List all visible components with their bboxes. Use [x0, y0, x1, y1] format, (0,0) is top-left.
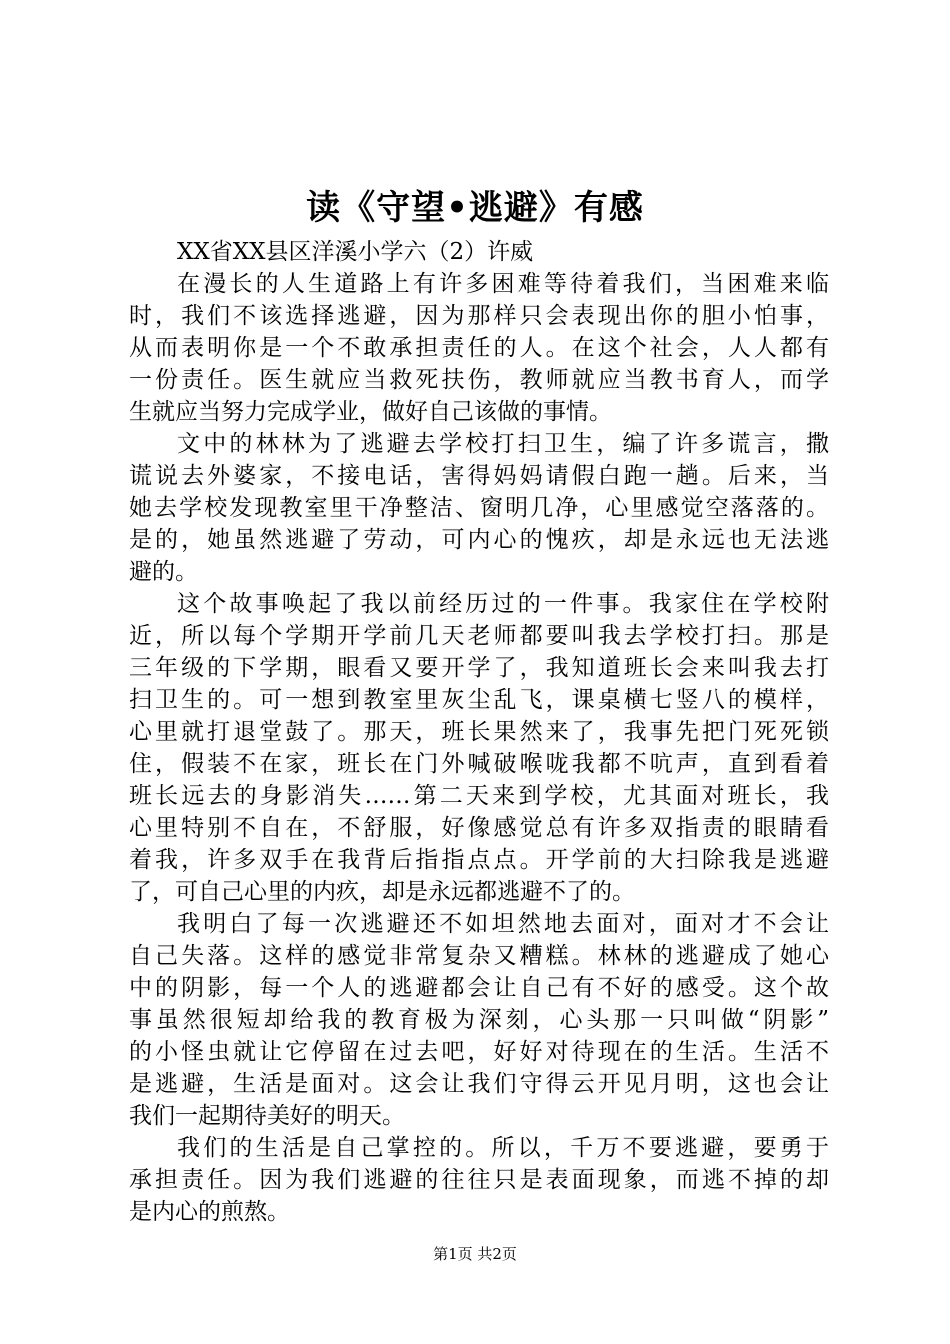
paragraph-line: 谎说去外婆家，不接电话，害得妈妈请假白跑一趟。后来，当 [129, 463, 829, 489]
paragraph-line: 文中的林林为了逃避去学校打扫卫生，编了许多谎言，撒 [177, 431, 829, 457]
paragraph-line: 的小怪虫就让它停留在过去吧，好好对待现在的生活。生活不 [129, 1039, 829, 1065]
paragraph-line: 生就应当努力完成学业，做好自己该做的事情。 [129, 399, 612, 425]
author-line: XX省XX县区洋溪小学六（2）许威 [177, 239, 534, 265]
paragraph [129, 908, 829, 1132]
paragraph-line: 时，我们不该选择逃避，因为那样只会表现出你的胆小怕事， [129, 303, 829, 329]
paragraph-line: 心里就打退堂鼓了。那天，班长果然来了，我事先把门死死锁 [129, 719, 829, 745]
paragraph-line: 是内心的煎熬。 [129, 1199, 290, 1225]
paragraph [129, 588, 829, 908]
paragraph-line: 在漫长的人生道路上有许多困难等待着我们，当困难来临 [177, 271, 829, 297]
paragraph-line: 我们一起期待美好的明天。 [129, 1103, 405, 1129]
paragraph-line: 避的。 [129, 559, 198, 585]
paragraph-line: 事虽然很短却给我的教育极为深刻，心头那一只叫做“阴影” [129, 1007, 829, 1033]
paragraph-line: 三年级的下学期，眼看又要开学了，我知道班长会来叫我去打 [129, 655, 829, 681]
paragraph-line: 住，假装不在家，班长在门外喊破喉咙我都不吭声，直到看着 [129, 751, 829, 777]
paragraph-line: 一份责任。医生就应当救死扶伤，教师就应当教书育人，而学 [129, 367, 829, 393]
paragraph-line: 了，可自己心里的内疚，却是永远都逃避不了的。 [129, 879, 635, 905]
paragraph-line: 着我，许多双手在我背后指指点点。开学前的大扫除我是逃避 [129, 847, 829, 873]
paragraph-line: 心里特别不自在，不舒服，好像感觉总有许多双指责的眼睛看 [129, 815, 829, 841]
paragraph-line: 扫卫生的。可一想到教室里灰尘乱飞，课桌横七竖八的模样， [129, 687, 829, 713]
page-footer: 第1页 共2页 [433, 1245, 517, 1263]
paragraph-line: 这个故事唤起了我以前经历过的一件事。我家住在学校附 [177, 591, 829, 617]
paragraph-line: 班长远去的身影消失……第二天来到学校，尤其面对班长，我 [129, 783, 829, 809]
paragraph-line: 近，所以每个学期开学前几天老师都要叫我去学校打扫。那是 [129, 623, 829, 649]
paragraph-line: 承担责任。因为我们逃避的往往只是表面现象，而逃不掉的却 [129, 1167, 829, 1193]
paragraph-line: 是的，她虽然逃避了劳动，可内心的愧疚，却是永远也无法逃 [129, 527, 829, 553]
paragraph-line: 是逃避，生活是面对。这会让我们守得云开见月明，这也会让 [129, 1071, 829, 1097]
paragraph-line: 我们的生活是自己掌控的。所以，千万不要逃避，要勇于 [177, 1135, 829, 1161]
paragraph-list [129, 268, 829, 1228]
paragraph [129, 1132, 829, 1228]
paragraph-line: 中的阴影，每一个人的逃避都会让自己有不好的感受。这个故 [129, 975, 829, 1001]
document-title: 读《守望•逃避》有感 [306, 188, 644, 228]
paragraph-line: 自己失落。这样的感觉非常复杂又糟糕。林林的逃避成了她心 [129, 943, 829, 969]
paragraph-line: 我明白了每一次逃避还不如坦然地去面对，面对才不会让 [177, 911, 829, 937]
paragraph [129, 428, 829, 588]
paragraph-line: 她去学校发现教室里干净整洁、窗明几净，心里感觉空落落的。 [129, 495, 829, 521]
document-body [129, 236, 829, 1228]
paragraph [129, 268, 829, 428]
paragraph-line: 从而表明你是一个不敢承担责任的人。在这个社会，人人都有 [129, 335, 829, 361]
